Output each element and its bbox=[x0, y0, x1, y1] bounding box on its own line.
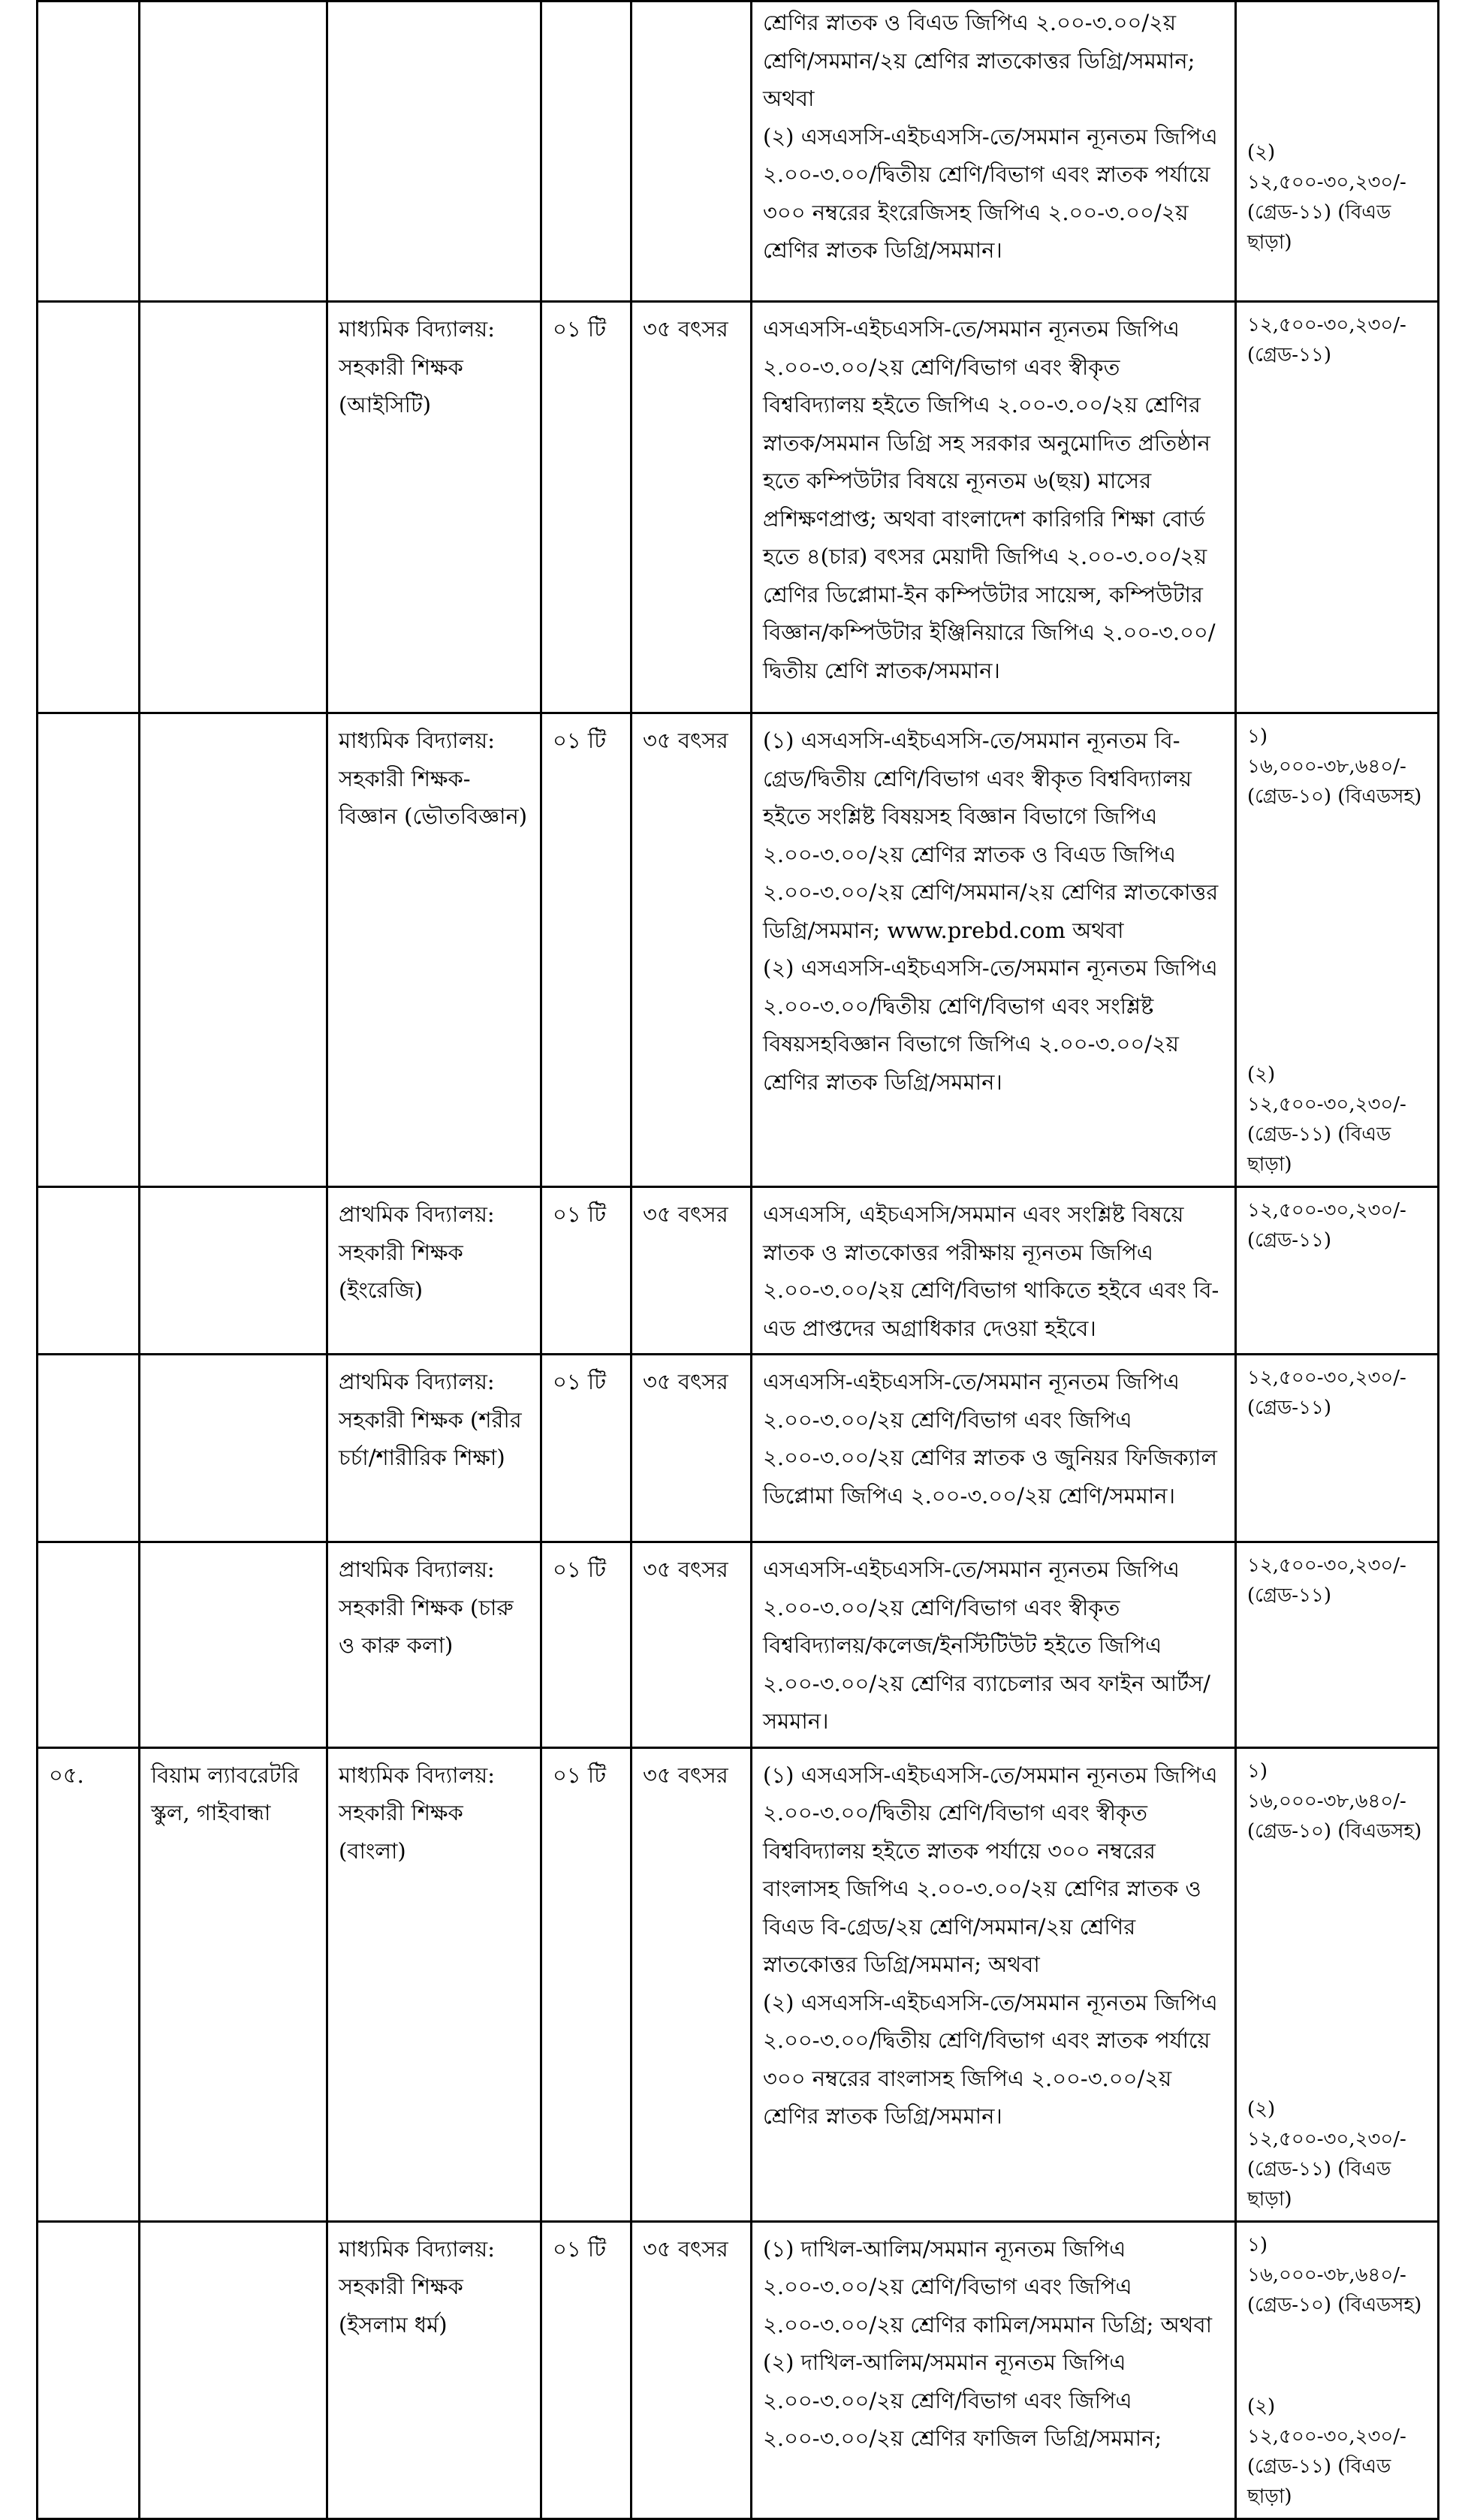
qualification-cell bbox=[752, 1355, 1236, 1542]
qualification-text: (১) এসএসসি-এইচএসসি-তে/সমমান ন্যূনতম জিপিএ ২.০০-৩.০০/দ্বিতীয় শ্রেণি/বিভাগ এবং স্বীকৃত বিশ্ববিদ্যালয় হইতে স্নাতক পর্যায়ে ৩০০ নম্বরের বাংলাসহ জিপিএ ২.০০-৩.০০/২য় শ্রেণির স্নাতক ও বিএড বি-গ্রেড/২য় শ্রেণি/সমমান/২য় শ্রেণির স্নাতকোত্তর ডিগ্রি/সমমান; অথবা bbox=[763, 1762, 1218, 1977]
institution-cell bbox=[140, 1542, 327, 1748]
age-cell bbox=[632, 2, 752, 302]
serial-cell: ০৫. bbox=[38, 1747, 140, 2221]
recruitment-table bbox=[36, 0, 1439, 2520]
age-cell: ৩৫ বৎসর bbox=[632, 1355, 752, 1542]
age-cell: ৩৫ বৎসর bbox=[632, 713, 752, 1187]
pay-scale-text: (২) ১২,৫০০-৩০,২৩০/- (গ্রেড-১১) (বিএড ছাড়া) bbox=[1247, 141, 1406, 254]
post-cell: মাধ্যমিক বিদ্যালয়: সহকারী শিক্ষক (আইসিটি) bbox=[327, 302, 541, 713]
serial-cell bbox=[38, 713, 140, 1187]
qualification-cell bbox=[752, 2, 1236, 302]
serial-cell bbox=[38, 302, 140, 713]
pay-scale-text: ১) ১৬,০০০-৩৮,৬৪০/- (গ্রেড-১০) (বিএডসহ) bbox=[1247, 1759, 1422, 1843]
age-cell: ৩৫ বৎসর bbox=[632, 1542, 752, 1748]
document-page bbox=[36, 0, 1437, 2508]
qualification-cell bbox=[752, 713, 1236, 1187]
post-cell: প্রাথমিক বিদ্যালয়: সহকারী শিক্ষক (চারু ও কারু কলা) bbox=[327, 1542, 541, 1748]
serial-cell bbox=[38, 1187, 140, 1355]
post-cell: প্রাথমিক বিদ্যালয়: সহকারী শিক্ষক (শরীর চর্চা/শারীরিক শিক্ষা) bbox=[327, 1355, 541, 1542]
pay-scale-text: ১২,৫০০-৩০,২৩০/- (গ্রেড-১১) bbox=[1247, 314, 1406, 366]
pay-scale-text: (২) ১২,৫০০-৩০,২৩০/- (গ্রেড-১১) (বিএড ছাড়া) bbox=[1247, 2395, 1406, 2508]
institution-cell bbox=[140, 2, 327, 302]
pay-scale-text: ১২,৫০০-৩০,২৩০/- (গ্রেড-১১) bbox=[1247, 1199, 1406, 1252]
qualification-cell bbox=[752, 1747, 1236, 2221]
qualification-text: (২) এসএসসি-এইচএসসি-তে/সমমান ন্যূনতম জিপিএ ২.০০-৩.০০/দ্বিতীয় শ্রেণি/বিভাগ এবং স্নাতক পর্যায়ে ৩০০ নম্বরের ইংরেজিসহ জিপিএ ২.০০-৩.০০/২য় শ্রেণির স্নাতক ডিগ্রি/সমমান। bbox=[763, 123, 1218, 263]
table-row bbox=[38, 1355, 1439, 1542]
pay-scale-text: ১) ১৬,০০০-৩৮,৬৪০/- (গ্রেড-১০) (বিএডসহ) bbox=[1247, 725, 1422, 808]
count-cell bbox=[541, 2, 632, 302]
count-cell: ০১ টি bbox=[541, 302, 632, 713]
pay-scale-text: ১২,৫০০-৩০,২৩০/- (গ্রেড-১১) bbox=[1247, 1367, 1406, 1419]
count-cell: ০১ টি bbox=[541, 1542, 632, 1748]
institution-cell bbox=[140, 1187, 327, 1355]
serial-cell bbox=[38, 2221, 140, 2518]
institution-cell bbox=[140, 2221, 327, 2518]
qualification-text: এসএসসি, এইচএসসি/সমমান এবং সংশ্লিষ্ট বিষয়ে স্নাতক ও স্নাতকোত্তর পরীক্ষায় ন্যূনতম জিপিএ ২.০০-৩.০০/২য় শ্রেণি/বিভাগ থাকিতে হইবে এবং বি-এড প্রাপ্তদের অগ্রাধিকার দেওয়া হইবে। bbox=[763, 1201, 1219, 1341]
qualification-text: এসএসসি-এইচএসসি-তে/সমমান ন্যূনতম জিপিএ ২.০০-৩.০০/২য় শ্রেণি/বিভাগ এবং স্বীকৃত বিশ্ববিদ্যালয় হইতে জিপিএ ২.০০-৩.০০/২য় শ্রেণির স্নাতক/সমমান ডিগ্রি সহ সরকার অনুমোদিত প্রতিষ্ঠান হতে কম্পিউটার বিষয়ে ন্যূনতম ৬(ছয়) মাসের প্রশিক্ষণপ্রাপ্ত; অথবা বাংলাদেশ কারিগরি শিক্ষা বোর্ড হতে ৪(চার) বৎসর মেয়াদী জিপিএ ২.০০-৩.০০/২য় শ্রেণির ডিপ্লোমা-ইন কম্পিউটার সায়েন্স, কম্পিউটার বিজ্ঞান/কম্পিউটার ইঞ্জিনিয়ারে জিপিএ ২.০০-৩.০০/দ্বিতীয় শ্রেণি স্নাতক/সমমান। bbox=[763, 316, 1216, 683]
age-cell: ৩৫ বৎসর bbox=[632, 1747, 752, 2221]
count-cell: ০১ টি bbox=[541, 713, 632, 1187]
pay-scale-cell bbox=[1236, 1187, 1439, 1355]
count-cell: ০১ টি bbox=[541, 1187, 632, 1355]
age-cell: ৩৫ বৎসর bbox=[632, 2221, 752, 2518]
qualification-cell bbox=[752, 2221, 1236, 2518]
institution-cell bbox=[140, 1355, 327, 1542]
age-cell: ৩৫ বৎসর bbox=[632, 1187, 752, 1355]
table-row bbox=[38, 1542, 1439, 1748]
institution-cell bbox=[140, 713, 327, 1187]
count-cell: ০১ টি bbox=[541, 1355, 632, 1542]
pay-scale-cell bbox=[1236, 713, 1439, 1187]
pay-scale-cell bbox=[1236, 1542, 1439, 1748]
qualification-cell bbox=[752, 1187, 1236, 1355]
pay-scale-text: ১২,৫০০-৩০,২৩০/- (গ্রেড-১১) bbox=[1247, 1554, 1406, 1607]
post-cell: মাধ্যমিক বিদ্যালয়: সহকারী শিক্ষক- বিজ্ঞান (ভৌতবিজ্ঞান) bbox=[327, 713, 541, 1187]
qualification-cell bbox=[752, 302, 1236, 713]
post-cell bbox=[327, 2, 541, 302]
count-cell: ০১ টি bbox=[541, 2221, 632, 2518]
qualification-text: (২) এসএসসি-এইচএসসি-তে/সমমান ন্যূনতম জিপিএ ২.০০-৩.০০/দ্বিতীয় শ্রেণি/বিভাগ এবং স্নাতক পর্যায়ে ৩০০ নম্বরের বাংলাসহ জিপিএ ২.০০-৩.০০/২য় শ্রেণির স্নাতক ডিগ্রি/সমমান। bbox=[763, 1989, 1218, 2129]
count-cell: ০১ টি bbox=[541, 1747, 632, 2221]
table-row bbox=[38, 713, 1439, 1187]
pay-scale-cell bbox=[1236, 2221, 1439, 2518]
qualification-text: এসএসসি-এইচএসসি-তে/সমমান ন্যূনতম জিপিএ ২.০০-৩.০০/২য় শ্রেণি/বিভাগ এবং স্বীকৃত বিশ্ববিদ্যালয়/কলেজ/ইনস্টিটিউট হইতে জিপিএ ২.০০-৩.০০/২য় শ্রেণির ব্যাচেলার অব ফাইন আর্টস/সমমান। bbox=[763, 1557, 1210, 1734]
serial-cell bbox=[38, 1542, 140, 1748]
post-cell: মাধ্যমিক বিদ্যালয়: সহকারী শিক্ষক (ইসলাম ধর্ম) bbox=[327, 2221, 541, 2518]
pay-scale-text: (২) ১২,৫০০-৩০,২৩০/- (গ্রেড-১১) (বিএড ছাড়া) bbox=[1247, 2097, 1406, 2211]
pay-scale-cell bbox=[1236, 302, 1439, 713]
qualification-cell bbox=[752, 1542, 1236, 1748]
table-row bbox=[38, 1187, 1439, 1355]
table-row bbox=[38, 1747, 1439, 2221]
pay-scale-text: ১) ১৬,০০০-৩৮,৬৪০/- (গ্রেড-১০) (বিএডসহ) bbox=[1247, 2233, 1422, 2317]
institution-cell: বিয়াম ল্যাবরেটরি স্কুল, গাইবান্ধা bbox=[140, 1747, 327, 2221]
qualification-text: (২) এসএসসি-এইচএসসি-তে/সমমান ন্যূনতম জিপিএ ২.০০-৩.০০/দ্বিতীয় শ্রেণি/বিভাগ এবং সংশ্লিষ্ট বিষয়সহবিজ্ঞান বিভাগে জিপিএ ২.০০-৩.০০/২য় শ্রেণির স্নাতক ডিগ্রি/সমমান। bbox=[763, 955, 1218, 1095]
post-cell: মাধ্যমিক বিদ্যালয়: সহকারী শিক্ষক (বাংলা) bbox=[327, 1747, 541, 2221]
serial-cell bbox=[38, 1355, 140, 1542]
qualification-text: (১) এসএসসি-এইচএসসি-তে/সমমান ন্যূনতম বি-গ্রেড/দ্বিতীয় শ্রেণি/বিভাগ এবং স্বীকৃত বিশ্ববিদ্যালয় হইতে সংশ্লিষ্ট বিষয়সহ বিজ্ঞান বিভাগে জিপিএ ২.০০-৩.০০/২য় শ্রেণির স্নাতক ও বিএড জিপিএ ২.০০-৩.০০/২য় শ্রেণি/সমমান/২য় শ্রেণির স্নাতকোত্তর ডিগ্রি/সমমান; www.prebd.com অথবা bbox=[763, 728, 1219, 943]
serial-cell bbox=[38, 2, 140, 302]
pay-scale-cell bbox=[1236, 1747, 1439, 2221]
table-row bbox=[38, 2221, 1439, 2518]
qualification-text: (১) দাখিল-আলিম/সমমান ন্যূনতম জিপিএ ২.০০-৩.০০/২য় শ্রেণি/বিভাগ এবং জিপিএ ২.০০-৩.০০/২য় শ্রেণির কামিল/সমমান ডিগ্রি; অথবা bbox=[763, 2235, 1213, 2338]
table-row bbox=[38, 2, 1439, 302]
pay-scale-cell bbox=[1236, 2, 1439, 302]
post-cell: প্রাথমিক বিদ্যালয়: সহকারী শিক্ষক (ইংরেজি) bbox=[327, 1187, 541, 1355]
qualification-text: শ্রেণির স্নাতক ও বিএড জিপিএ ২.০০-৩.০০/২য় শ্রেণি/সমমান/২য় শ্রেণির স্নাতকোত্তর ডিগ্রি/সমমান; অথবা bbox=[763, 10, 1195, 111]
qualification-text: (২) দাখিল-আলিম/সমমান ন্যূনতম জিপিএ ২.০০-৩.০০/২য় শ্রেণি/বিভাগ এবং জিপিএ ২.০০-৩.০০/২য় শ্রেণির ফাজিল ডিগ্রি/সমমান; bbox=[763, 2350, 1162, 2451]
pay-scale-text: (২) ১২,৫০০-৩০,২৩০/- (গ্রেড-১১) (বিএড ছাড়া) bbox=[1247, 1063, 1406, 1176]
pay-scale-cell bbox=[1236, 1355, 1439, 1542]
institution-cell bbox=[140, 302, 327, 713]
table-row bbox=[38, 302, 1439, 713]
age-cell: ৩৫ বৎসর bbox=[632, 302, 752, 713]
qualification-text: এসএসসি-এইচএসসি-তে/সমমান ন্যূনতম জিপিএ ২.০০-৩.০০/২য় শ্রেণি/বিভাগ এবং জিপিএ ২.০০-৩.০০/২য় শ্রেণির স্নাতক ও জুনিয়র ফিজিক্যাল ডিপ্লোমা জিপিএ ২.০০-৩.০০/২য় শ্রেণি/সমমান। bbox=[763, 1369, 1218, 1509]
